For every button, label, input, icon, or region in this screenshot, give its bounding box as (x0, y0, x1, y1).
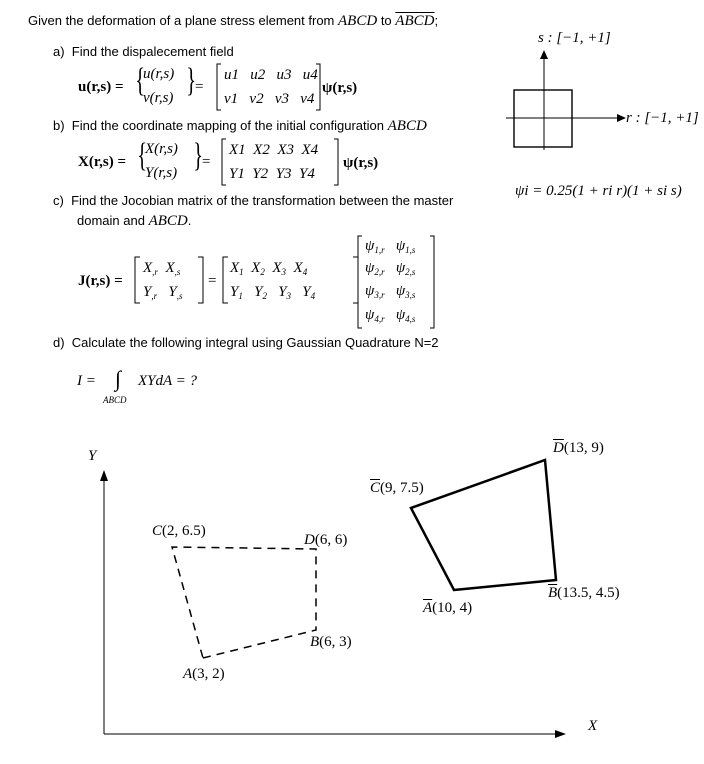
matrix-cell: v2 (249, 91, 264, 107)
bracket (217, 64, 221, 110)
integral-lhs: I = (77, 373, 96, 389)
bracket (222, 139, 226, 185)
deformed-label-C: $\overline{C}(9$, 7.5) (370, 480, 424, 496)
part-c-heading-line2: domain and ABCD. (77, 213, 192, 229)
bracket (334, 139, 338, 185)
jacobian-psi-row3: $\psi_{3,r}$ $\psi_{3,s}$ (365, 283, 416, 300)
point-label-C: C(2, 6.5) (152, 523, 206, 539)
integral-domain: ABCD (103, 395, 127, 405)
point-label-D: D(6, 6) (304, 532, 348, 548)
deformed-label-B: $\overline{B}(13.5$, 4.5) (548, 585, 620, 601)
r-axis-arrowhead (617, 114, 626, 122)
part-b-psi: ψ(r,s) (343, 155, 379, 171)
jacobian-psi-row4: $\psi_{4,r}$ $\psi_{4,s}$ (365, 307, 416, 324)
part-a-equals: = (195, 79, 204, 95)
matrix-cell: u4 (302, 67, 318, 83)
part-a-right-brace: } (186, 62, 197, 99)
bracket (223, 257, 228, 303)
x-axis-label: X (588, 718, 598, 734)
y-axis-arrowhead (100, 470, 108, 481)
matrix-cell: Y3 (275, 166, 292, 182)
part-b-equals: = (202, 154, 211, 170)
deformed-quad (411, 460, 556, 590)
part-c-lhs: J(r,s) = (78, 273, 123, 289)
matrix-cell: Y2 (252, 166, 269, 182)
part-b-vec-bot: Y(r,s) (145, 165, 178, 181)
part-b-left-brace: { (137, 137, 148, 174)
jacobian-coord-row2: $Y_1$ $Y_2$ $Y_3$ $Y_4$ (230, 284, 316, 301)
jacobian-cell-11: $X_{,r}$ $X_{,s}$ (143, 260, 181, 277)
s-range-label: s : [−1, +1] (538, 30, 611, 46)
deformed-label-A: $\overline{A}(10$, 4) (423, 600, 473, 616)
jacobian-cell-21: $Y_{,r}$ $Y_{,s}$ (143, 284, 183, 301)
part-a-left-brace: { (135, 62, 146, 99)
bracket (430, 236, 434, 328)
matrix-cell: u2 (250, 67, 266, 83)
matrix-cell: v4 (300, 91, 315, 107)
part-b-lhs: X(r,s) = (78, 154, 126, 170)
matrix-cell: v3 (274, 91, 290, 107)
matrix-cell: v1 (224, 91, 239, 107)
part-a-psi: ψ(r,s) (322, 80, 358, 96)
part-a-vec-bot: v(r,s) (143, 90, 174, 106)
bracket (358, 236, 362, 328)
jacobian-coord-row1: $X_1$ $X_2$ $X_3$ $X_4$ (230, 260, 308, 277)
integrand: XYdA = ? (138, 373, 198, 389)
part-c-equals: = (208, 273, 217, 289)
bracket (198, 257, 203, 303)
part-b-heading: b) Find the coordinate mapping of the initial configuration ABCD (53, 118, 427, 134)
bracket (135, 257, 140, 303)
matrix-cell: Y1 (229, 166, 245, 182)
part-b-vec-top: X(r,s) (145, 141, 178, 157)
part-a-vec-top: u(r,s) (143, 66, 175, 82)
shape-function: ψi = 0.25(1 + ri r)(1 + si s) (515, 183, 682, 199)
part-d-heading: d) Calculate the following integral using Gaussian Quadrature N=2 (53, 335, 439, 350)
initial-quad-dashed (172, 547, 316, 658)
bracket (353, 257, 358, 303)
y-axis-label: Y (88, 448, 97, 464)
matrix-cell: u3 (276, 67, 292, 83)
s-axis-arrowhead (540, 50, 548, 59)
point-label-B: B(6, 3) (310, 634, 352, 650)
part-b-right-brace: } (193, 137, 204, 174)
jacobian-psi-row2: $\psi_{2,r}$ $\psi_{2,s}$ (365, 260, 416, 277)
jacobian-psi-row1: $\psi_{1,r}$ $\psi_{1,s}$ (365, 238, 416, 255)
part-a-lhs: u(r,s) = (78, 79, 124, 95)
point-label-A: A(3, 2) (183, 666, 225, 682)
problem-intro: Given the deformation of a plane stress element from ABCD to ABCD; (28, 13, 439, 29)
deformed-label-D: $\overline{D}(13$, 9) (553, 440, 604, 456)
x-axis-arrowhead (555, 730, 566, 738)
matrix-cell: X4 (301, 142, 319, 158)
master-element (506, 58, 620, 150)
matrix-cell: X2 (253, 142, 270, 158)
part-a-heading: a) Find the dispalecement field (53, 44, 234, 59)
matrix-cell: X1 (229, 142, 246, 158)
matrix-cell: Y4 (299, 166, 315, 182)
part-c-heading: c) Find the Jocobian matrix of the transformation between the master (53, 193, 454, 208)
bracket (316, 64, 320, 110)
integral-sign: ∫ (115, 366, 122, 391)
r-range-label: r : [−1, +1] (626, 110, 699, 126)
matrix-cell: u1 (224, 67, 239, 83)
matrix-cell: X3 (277, 142, 295, 158)
